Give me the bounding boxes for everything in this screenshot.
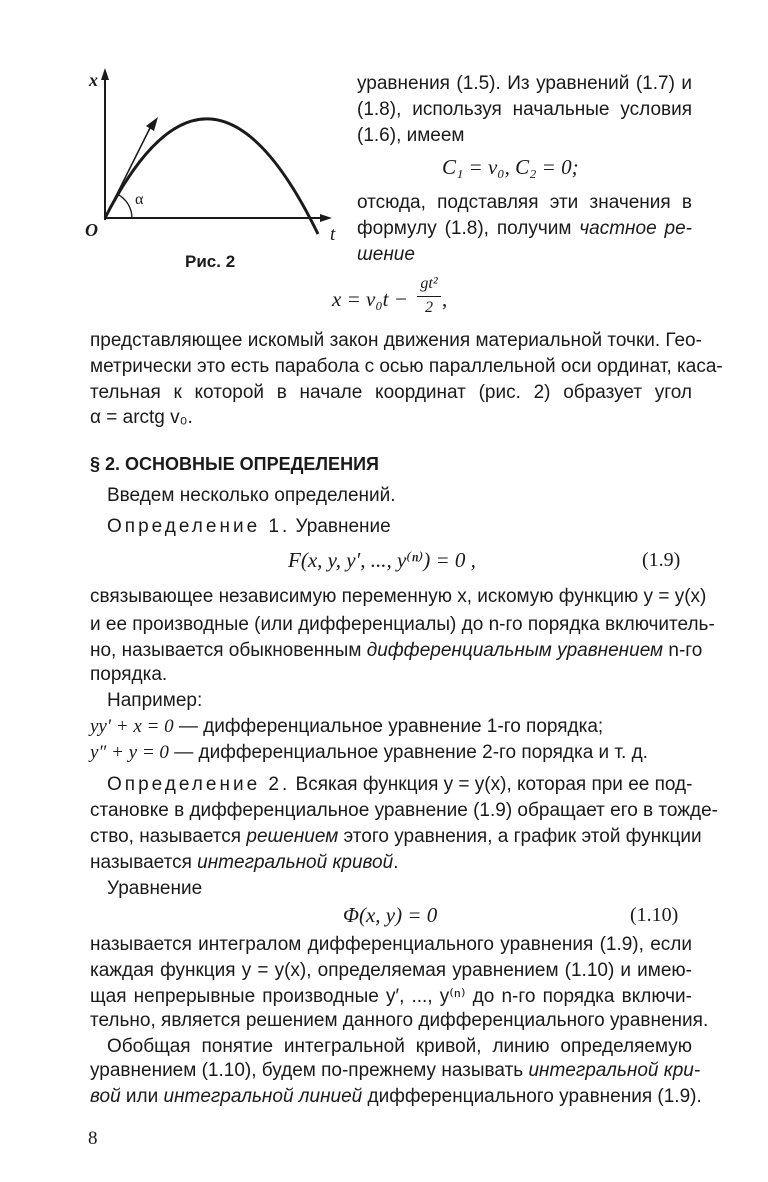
example-2-formula: y″ + y = 0 [90, 742, 169, 763]
para1-line-1: представляющее искомый закон движения материальной точки. Гео- [90, 330, 702, 351]
motion-formula-comma: , [442, 287, 448, 311]
motion-formula-lhs: x = v₀t − [332, 287, 408, 311]
example-2 [90, 742, 692, 764]
integral-formula: Φ(x, y) = 0 [343, 903, 438, 927]
para1-line-2: метрически это есть парабола с осью параллельной оси ординат, каса- [90, 356, 723, 377]
def2-line-1-text: Всякая функция y = y(x), которая при ее под- [290, 774, 693, 795]
def2-line-4 [90, 852, 692, 874]
def2-lead: Определение 2. [107, 774, 291, 795]
origin-label: O [85, 220, 98, 240]
column-line-5 [357, 218, 692, 240]
integral-label: Уравнение [107, 878, 203, 899]
section-heading: § 2. ОСНОВНЫЕ ОПРЕДЕЛЕНИЯ [90, 454, 379, 474]
x-axis-arrow [101, 68, 109, 80]
example-label: Например: [107, 690, 203, 711]
def1-line-2: и ее производные (или дифференциалы) до n-го порядка включитель- [90, 614, 715, 635]
def2-line-3-tail: этого уравнения, а график этой функции [338, 826, 702, 847]
integral-equation-number: (1.10) [630, 904, 679, 926]
example-1-text: — дифференциальное уравнение 1-го порядка; [173, 716, 604, 737]
integral-curve-term: интегральной кривой [197, 852, 394, 873]
axis-x-label: x [89, 70, 98, 90]
para1-line-4: α = arctg v₀. [90, 407, 193, 428]
para1-line-3: тельная к которой в начале координат (рис. 2) образует угол [90, 382, 692, 403]
def1-line-3-text: но, называется обыкновенным [90, 640, 367, 661]
column-line-4: отсюда, подставляя эти значения в [357, 192, 692, 213]
integral-curve-term-2-end: вой [90, 1086, 121, 1107]
def1-line-3 [90, 640, 703, 662]
def1-formula: F(x, y, y′, ..., y⁽ⁿ⁾) = 0 , [288, 548, 476, 572]
last-para-line-2-text: уравнением (1.10), будем по-прежнему называть [90, 1060, 529, 1081]
integral-line-3: щая непрерывные производные y′, ..., y⁽ⁿ⁾ до n-го порядка включи- [90, 986, 692, 1007]
example-2-text: — дифференциальное уравнение 2-го порядка и т. д. [168, 742, 648, 763]
angle-label: α [135, 191, 144, 208]
partial-solution-term: частное ре- [579, 218, 692, 239]
integral-line-1: называется интегралом дифференциального уравнения (1.9), если [90, 934, 692, 955]
def2-line-4-tail: . [393, 852, 399, 873]
constants-formula: C₁ = v₀, C₂ = 0; [442, 155, 579, 179]
example-1 [90, 716, 692, 738]
motion-formula-fraction-bar [417, 296, 441, 297]
column-line-5-text: формулу (1.8), получим [357, 218, 580, 239]
motion-formula-denominator: 2 [425, 299, 433, 316]
last-para-line-3 [90, 1086, 702, 1108]
last-para-line-2 [90, 1060, 701, 1082]
def1-lead-line [107, 516, 692, 538]
def1-line-1: связывающее независимую переменную x, искомую функцию y = y(x) [90, 586, 707, 607]
last-para-line-3-or: или [120, 1086, 164, 1107]
def2-line-3-text: ство, называется [90, 826, 247, 847]
integral-line-2: каждая функция y = y(x), определяемая уравнением (1.10) и имею- [90, 960, 692, 981]
diff-equation-term: дифференциальным уравнением [366, 640, 664, 661]
def1-line-3-tail: n-го [663, 640, 703, 661]
def1-lead: Определение 1. [107, 516, 291, 537]
trajectory-curve [105, 119, 318, 234]
last-para-line-1: Обобщая понятие интегральной кривой, линию определяемую [107, 1036, 692, 1057]
def2-line-3 [90, 826, 702, 848]
def2-line-1 [107, 774, 692, 796]
def1-equation-number: (1.9) [642, 549, 681, 571]
figure-caption: Рис. 2 [185, 252, 236, 271]
t-axis-arrow [320, 214, 332, 222]
example-1-formula: yy′ + x = 0 [90, 716, 174, 737]
axis-t-label: t [330, 224, 336, 245]
def1-lead-tail: Уравнение [290, 516, 391, 537]
integral-curve-term-2: интегральной кри- [528, 1060, 701, 1081]
integral-line-term: интегральной линией [163, 1086, 363, 1107]
column-line-6: шение [357, 244, 415, 265]
solution-term: решением [246, 826, 339, 847]
page-number: 8 [88, 1128, 98, 1149]
column-line-2: (1.8), используя начальные условия [357, 99, 692, 120]
motion-formula-numerator: gt² [420, 275, 438, 292]
angle-arc [117, 194, 132, 218]
column-line-3: (1.6), имеем [357, 125, 465, 146]
def2-line-4-text: называется [90, 852, 198, 873]
column-line-1: уравнения (1.5). Из уравнений (1.7) и [357, 73, 692, 94]
parabola-figure [80, 62, 350, 252]
def1-line-4: порядка. [90, 664, 168, 685]
intro-line: Введем несколько определений. [107, 485, 396, 506]
tangent-arrow [146, 117, 158, 131]
def2-line-2: становке в дифференциальное уравнение (1.9) обращает его в тожде- [90, 800, 718, 821]
integral-line-4: тельно, является решением данного дифференциального уравнения. [90, 1010, 709, 1031]
last-para-line-3-tail: дифференциального уравнения (1.9). [362, 1086, 702, 1107]
